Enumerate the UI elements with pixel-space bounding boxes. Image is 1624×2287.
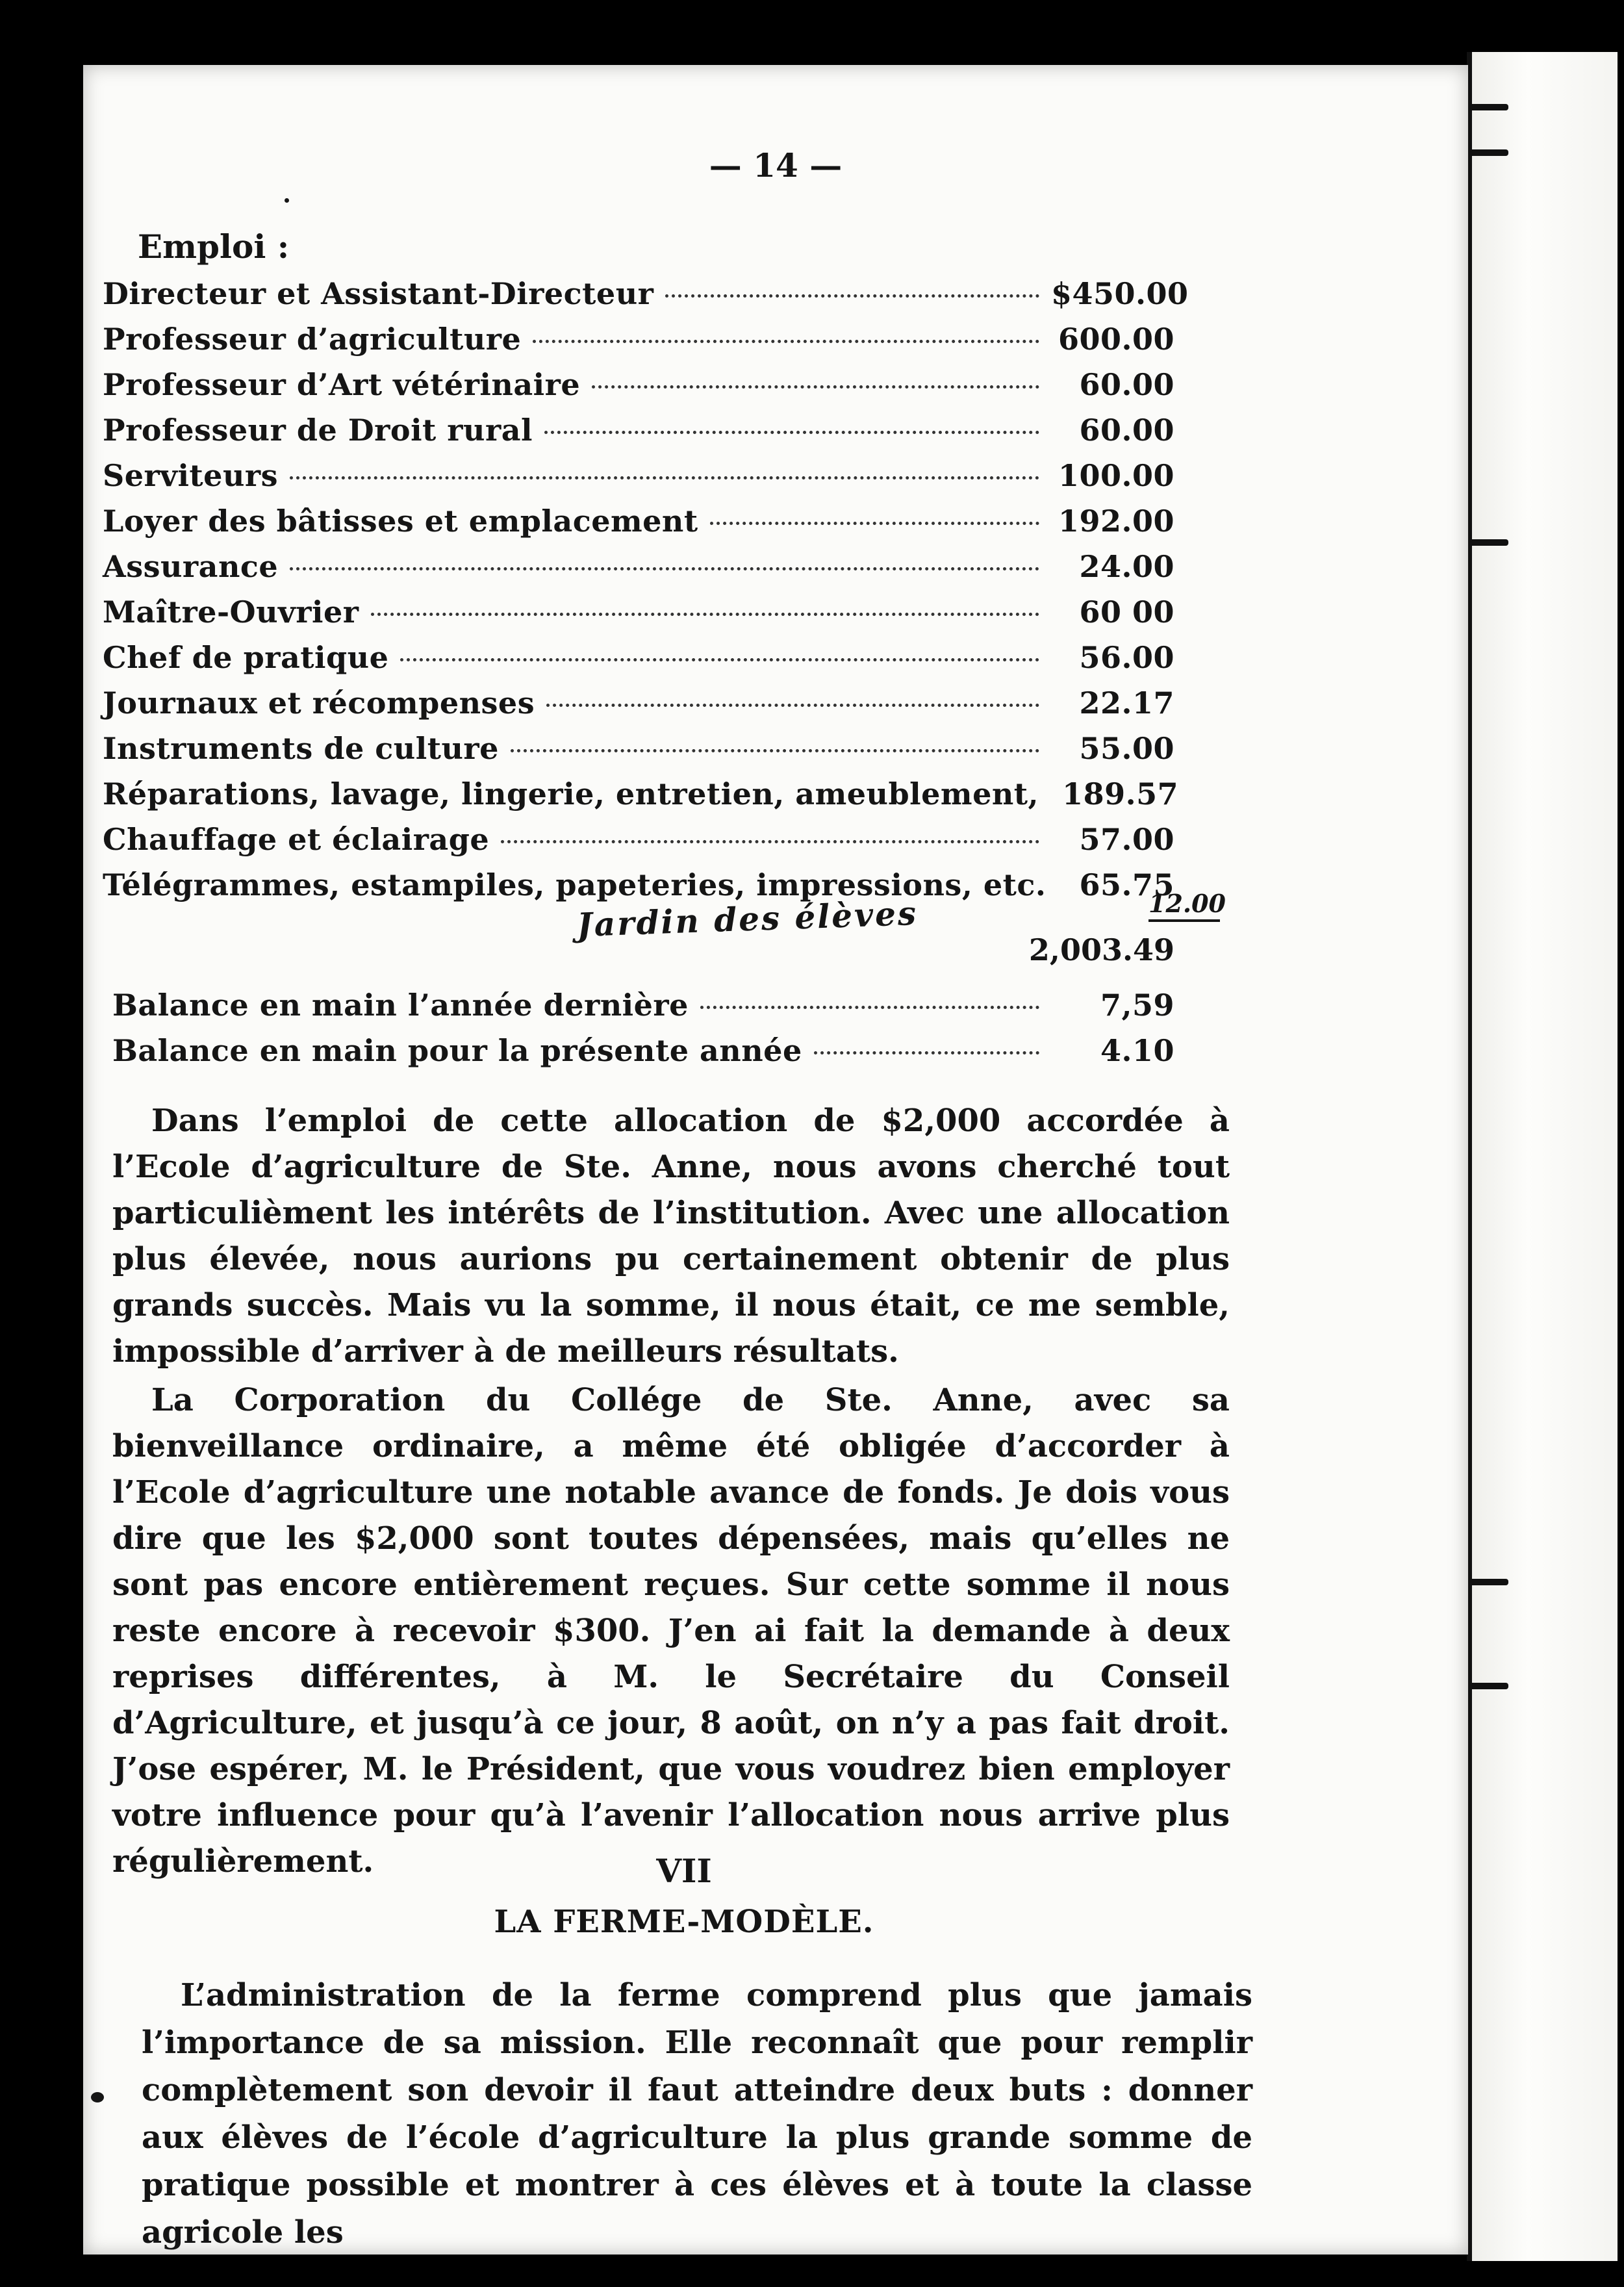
ledger-label: Assurance [103, 549, 279, 584]
ledger-label: Chauffage et éclairage [103, 822, 490, 857]
dot-leader [544, 431, 1039, 434]
ledger-row [103, 322, 1174, 367]
balance-label: Balance en main pour la présente année [112, 1033, 802, 1068]
dot-leader [290, 476, 1039, 479]
ink-speck [91, 2092, 104, 2102]
section-title: LA FERME-MODÈLE. [494, 1904, 874, 1940]
ledger-row [103, 822, 1174, 867]
ledger-row [103, 549, 1174, 594]
ledger-amount: 57.00 [1079, 822, 1174, 857]
ledger-label: Instruments de culture [103, 731, 499, 766]
ink-speck [285, 198, 289, 203]
dot-leader [592, 385, 1039, 389]
ledger-label: Professeur d’Art vétérinaire [103, 367, 581, 402]
ledger-amount: 600.00 [1058, 322, 1174, 357]
ledger-amount: 55.00 [1079, 731, 1174, 766]
ledger-label: Loyer des bâtisses et emplacement [103, 504, 698, 539]
ledger-amount: 60 00 [1079, 594, 1174, 630]
handwritten-amount: 12.00 [1148, 889, 1220, 922]
ledger-amount: 65.75 [1079, 867, 1174, 902]
dot-leader [501, 840, 1039, 843]
expense-ledger [103, 276, 1189, 913]
ledger-total: 2,003.49 [1028, 932, 1174, 967]
handwritten-annotation: Jardin des élèves [576, 893, 919, 945]
ledger-label: Serviteurs [103, 458, 279, 493]
ledger-row [103, 367, 1174, 413]
paragraph-ferme: L’administration de la ferme comprend plus que jamais l’importance de sa mission. Elle reconnaît que pour remplir complètement son devoir il faut atteindre deux buts : donner aux élèves de l’école d’agriculture la plus grande somme de pratique possible et montrer à ces élèves et à toute la classe agricole les [142, 1977, 1252, 2251]
document-page [83, 65, 1468, 2255]
dot-leader [700, 1006, 1039, 1009]
ledger-label: Journaux et récompenses [103, 685, 535, 721]
balance-amount: 7,59 [1100, 988, 1174, 1023]
dot-leader [665, 294, 1039, 298]
ledger-row [103, 640, 1174, 685]
ledger-label: Télégrammes, estampiles, papeteries, impressions, etc. [103, 867, 1047, 902]
dot-leader [546, 704, 1039, 707]
ledger-row [103, 776, 1179, 822]
balance-ledger [112, 988, 1174, 1079]
section-number: VII [656, 1852, 712, 1890]
ledger-label: Maître-Ouvrier [103, 594, 359, 630]
dot-leader [814, 1051, 1039, 1054]
ledger-row [103, 413, 1174, 458]
dot-leader [511, 749, 1039, 752]
ledger-amount: 189.57 [1062, 776, 1179, 811]
ledger-label: Professeur de Droit rural [103, 413, 533, 448]
ledger-amount: 60.00 [1079, 413, 1174, 448]
dot-leader [400, 658, 1039, 661]
ledger-row [103, 594, 1174, 640]
ledger-row [103, 458, 1174, 504]
ledger-amount: 22.17 [1079, 685, 1174, 721]
ledger-amount: 192.00 [1058, 504, 1174, 539]
ledger-row [103, 685, 1174, 731]
ledger-amount: 24.00 [1079, 549, 1174, 584]
facing-page-edge [1468, 52, 1618, 2261]
dot-leader [371, 613, 1040, 616]
ledger-label: Directeur et Assistant-Directeur [103, 276, 654, 311]
balance-row [112, 988, 1174, 1033]
ledger-row [103, 276, 1189, 322]
balance-amount: 4.10 [1100, 1033, 1174, 1068]
ledger-label: Chef de pratique [103, 640, 389, 675]
ledger-amount: 100.00 [1058, 458, 1174, 493]
ledger-amount: 56.00 [1079, 640, 1174, 675]
paragraph-corporation: La Corporation du Collége de Ste. Anne, avec sa bienveillance ordinaire, a même été obligée d’accorder à l’Ecole d’agriculture une notable avance de fonds. Je dois vous dire que les $2,000 sont toutes dépensées, mais qu’elles ne sont pas encore entièrement reçues. Sur cette somme il nous reste encore à recevoir $300. J’en ai fait la demande à deux reprises différentes, à M. le Secrétaire du Conseil d’Agriculture, et jusqu’à ce jour, 8 août, on n’y a pas fait droit. J’ose espérer, M. le Président, que vous voudrez bien employer votre influence pour qu’à l’avenir l’allocation nous arrive plus régulièrement. [112, 1382, 1230, 1880]
dot-leader [290, 567, 1039, 570]
emploi-heading: Emploi : [138, 227, 290, 266]
ledger-row [103, 731, 1174, 776]
dot-leader [533, 340, 1039, 343]
ledger-label: Professeur d’agriculture [103, 322, 522, 357]
page-number: — 14 — [709, 146, 843, 185]
ledger-label: Réparations, lavage, lingerie, entretien, ameublement, [103, 776, 1039, 811]
ledger-amount: $450.00 [1051, 276, 1189, 311]
ledger-amount: 60.00 [1079, 367, 1174, 402]
balance-label: Balance en main l’année dernière [112, 988, 689, 1023]
ledger-row [103, 504, 1174, 549]
balance-row [112, 1033, 1174, 1079]
paragraph-allocation: Dans l’emploi de cette allocation de $2,000 accordée à l’Ecole d’agriculture de Ste. Anne, nous avons cherché tout particulièment les intérêts de l’institution. Avec une allocation plus élevée, nous aurions pu certainement obtenir de plus grands succès. Mais vu la somme, il nous était, ce me semble, impossible d’arriver à de meilleurs résultats. [112, 1103, 1230, 1370]
dot-leader [710, 522, 1039, 525]
